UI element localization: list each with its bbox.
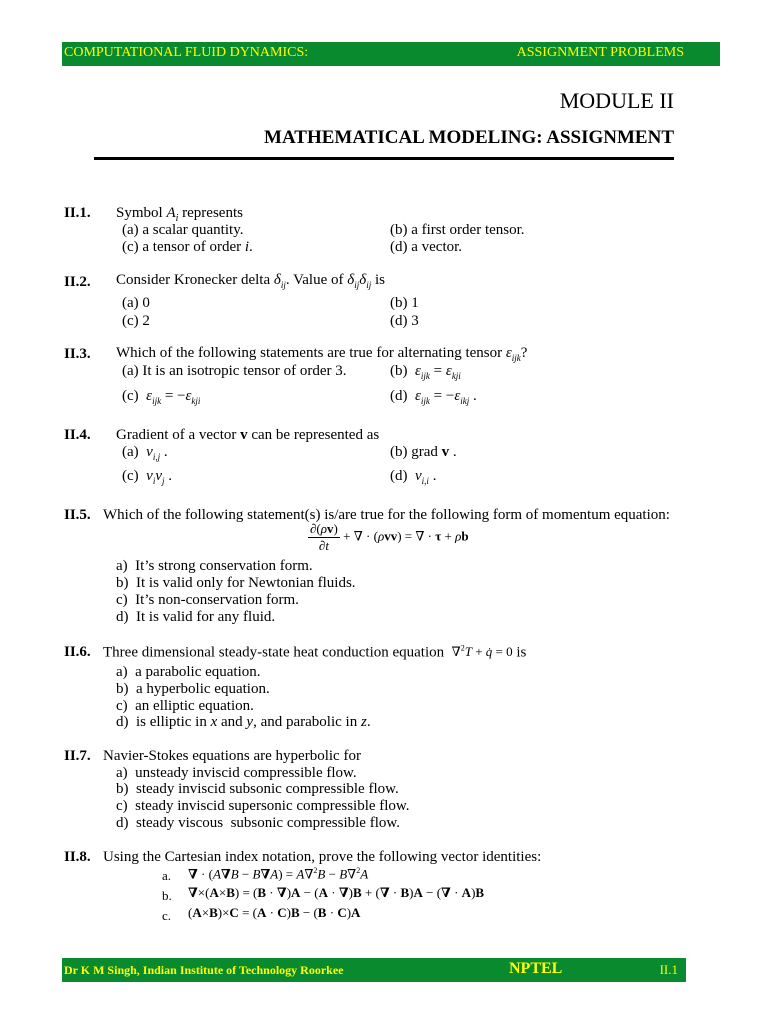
option-a: (a) a scalar quantity. xyxy=(122,222,244,238)
header-bar xyxy=(62,42,720,66)
question-text: Consider Kronecker delta $\delta_{ij}$. Value of $\delta_{ij}\delta_{ij}$ is xyxy=(116,272,386,290)
header-course-title: COMPUTATIONAL FLUID DYNAMICS: xyxy=(64,45,309,60)
title-rule xyxy=(94,157,674,160)
question-text: Which of the following statement(s) is/are true for the following form of momentum equation: xyxy=(103,507,670,523)
option-a: (a) 0 xyxy=(122,295,150,311)
option-d: (d) $v_{i,i}$ . xyxy=(390,468,437,486)
option-c: c) steady inviscid supersonic compressible flow. xyxy=(116,798,410,814)
question-text: Using the Cartesian index notation, prove the following vector identities: xyxy=(103,849,542,865)
option-c: (c) $v_iv_j$ . xyxy=(122,468,173,486)
question-number: II.2. xyxy=(64,274,91,290)
question-number: II.1. xyxy=(64,205,91,221)
question-text: Three dimensional steady-state heat conduction equation ∇$^2$T + q̇ = 0 is xyxy=(103,644,527,661)
option-b: b) steady inviscid subsonic compressible flow. xyxy=(116,781,399,797)
option-a: (a) It is an isotropic tensor of order 3. xyxy=(122,363,347,379)
option-b: (b) a first order tensor. xyxy=(390,222,525,238)
question-text: Symbol $A_i$ represents xyxy=(116,205,243,224)
option-c: (c) $\varepsilon_{ijk} = -\varepsilon_{kji}$ xyxy=(122,388,201,406)
identity-c: (A×B)×C = (A · C)B − (B · C)A xyxy=(188,905,361,920)
identity-b-label: b. xyxy=(162,888,172,903)
option-c: c) It’s non-conservation form. xyxy=(116,592,299,608)
option-d: (d) 3 xyxy=(390,313,419,329)
question-number: II.6. xyxy=(64,644,91,660)
option-d: (d) a vector. xyxy=(390,239,463,255)
header-section-title: ASSIGNMENT PROBLEMS xyxy=(516,45,684,60)
identity-b: ∇×(A×B) = (B · ∇)A − (A · ∇)B + (∇ · B)A − (∇ · A)B xyxy=(188,885,485,900)
option-a: a) unsteady inviscid compressible flow. xyxy=(116,765,357,781)
identity-a-label: a. xyxy=(162,868,172,883)
module-title: MODULE II xyxy=(559,88,674,113)
option-d: d) It is valid for any fluid. xyxy=(116,609,276,625)
page-subtitle: MATHEMATICAL MODELING: ASSIGNMENT xyxy=(264,127,674,148)
question-text: Navier-Stokes equations are hyperbolic for xyxy=(103,748,361,764)
question-number: II.8. xyxy=(64,849,91,865)
option-b: b) a hyperbolic equation. xyxy=(116,681,270,697)
question-number: II.5. xyxy=(64,507,91,523)
identity-c-label: c. xyxy=(162,908,172,923)
option-b: (b) grad v . xyxy=(390,444,457,460)
question-text: Which of the following statements are true for alternating tensor $\varepsilon_{ijk}$? xyxy=(116,345,528,363)
footer-bar xyxy=(62,958,686,982)
option-b: b) It is valid only for Newtonian fluids. xyxy=(116,575,356,591)
question-number: II.7. xyxy=(64,748,91,764)
option-b: (b) $\varepsilon_{ijk} = \varepsilon_{kji}$ xyxy=(390,363,461,381)
footer-nptel: NPTEL xyxy=(509,960,563,977)
option-a: (a) $v_{i,j}$ . xyxy=(122,444,168,462)
option-c: (c) 2 xyxy=(122,313,150,329)
option-a: a) a parabolic equation. xyxy=(116,664,261,680)
footer-page-number: II.1 xyxy=(659,962,678,977)
question-number: II.3. xyxy=(64,346,91,362)
identity-a: ∇ · (A∇B − B∇A) = A∇$^2$B − B∇$^2$A xyxy=(188,866,369,882)
option-d: d) steady viscous subsonic compressible flow. xyxy=(116,815,400,831)
question-text: Gradient of a vector v can be represented as xyxy=(116,427,380,443)
option-c: c) an elliptic equation. xyxy=(116,698,254,714)
footer-author: Dr K M Singh, Indian Institute of Technology Roorkee xyxy=(64,963,344,977)
option-c: (c) a tensor of order i. xyxy=(122,239,253,255)
option-d: (d) $\varepsilon_{ijk} = -\varepsilon_{ikj}$ . xyxy=(390,388,477,406)
option-b: (b) 1 xyxy=(390,295,419,311)
option-a: a) It’s strong conservation form. xyxy=(116,558,313,574)
option-d: d) is elliptic in x and y, and parabolic in z. xyxy=(116,714,371,730)
momentum-equation: $\frac{\partial(\rho v)}{\partial t}$ + ∇ · (ρvv) = ∇ · τ + ρb xyxy=(310,521,469,553)
question-number: II.4. xyxy=(64,427,91,443)
